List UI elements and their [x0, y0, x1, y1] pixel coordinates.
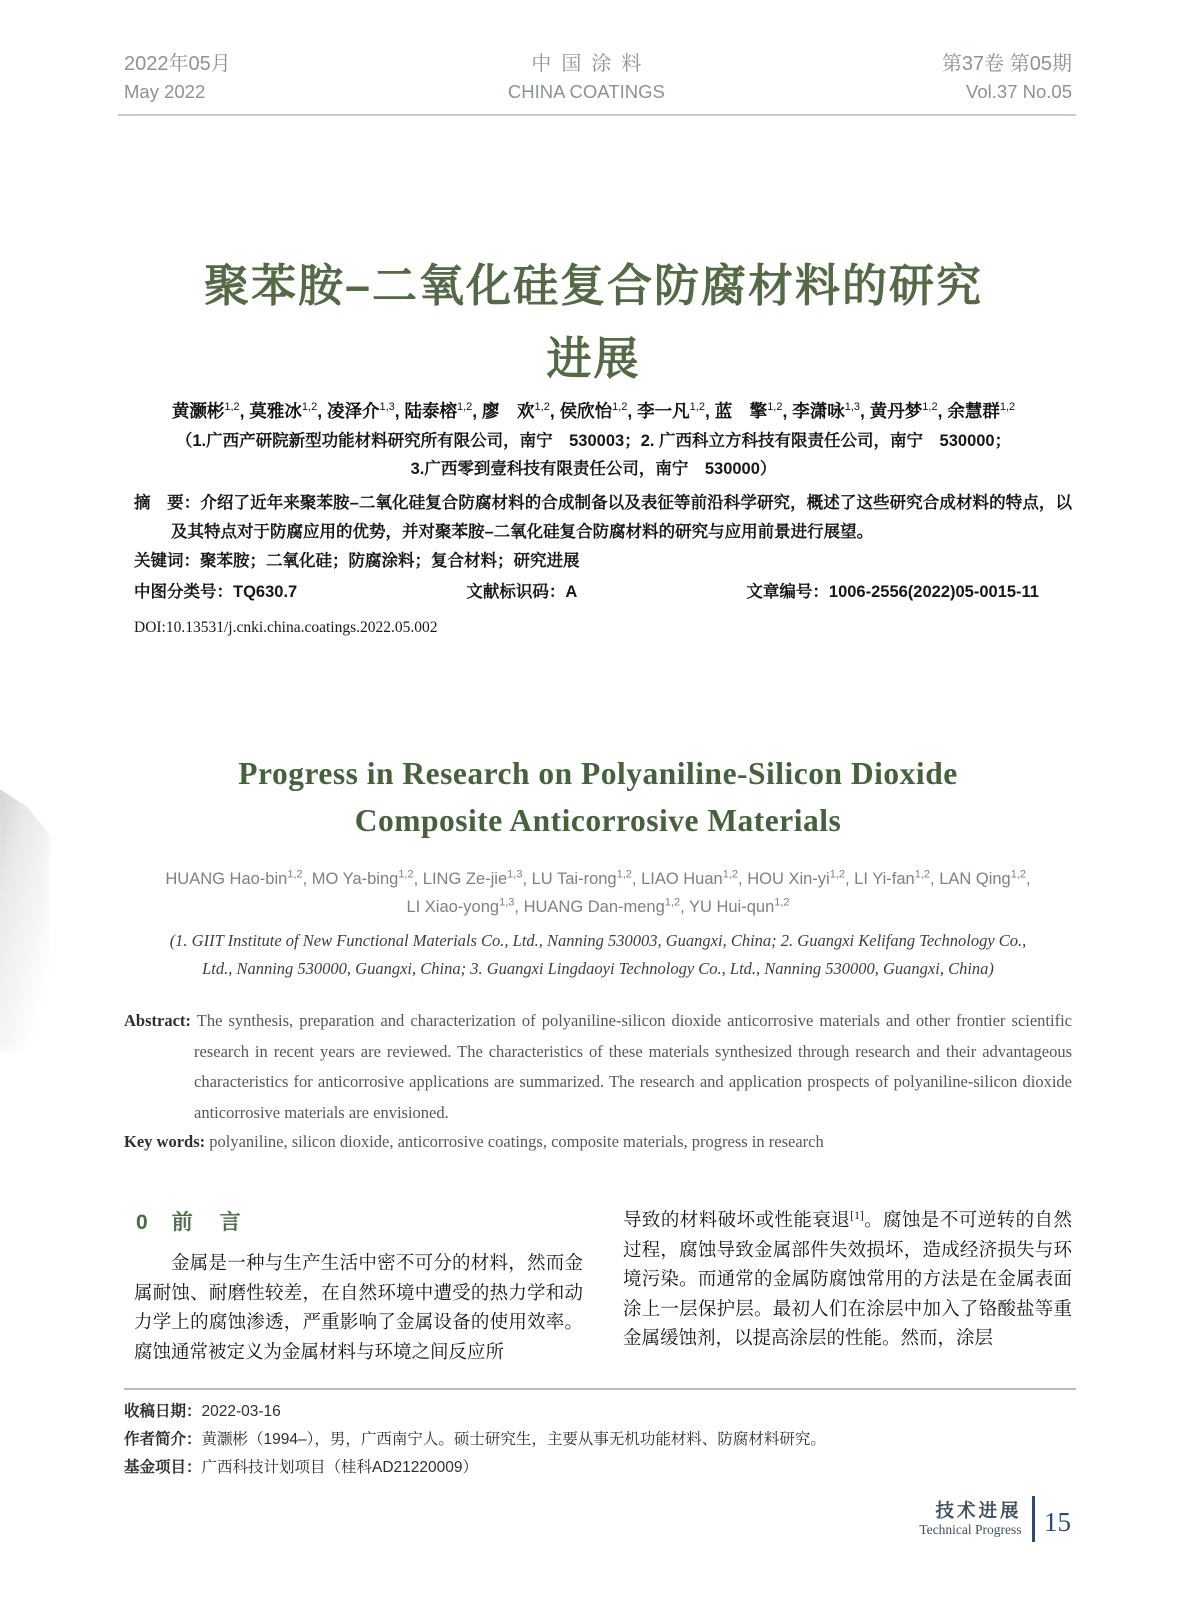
author-affiliation-superscript: 1,3: [507, 868, 523, 880]
article-body: [134, 1202, 1072, 1368]
section-number: 0: [136, 1211, 148, 1234]
author-affiliation-superscript: 1,2: [616, 868, 632, 880]
author-separator: ,: [394, 401, 400, 421]
keywords-cn-label: 关键词：: [134, 552, 200, 571]
author-name: 陆泰榕: [404, 401, 457, 421]
author-separator: ,: [738, 869, 748, 888]
author-separator: ,: [472, 401, 478, 421]
author-affiliation-superscript: 1,2: [457, 401, 473, 414]
author-separator: ,: [627, 401, 633, 421]
author-affiliation-superscript: 1,2: [398, 868, 414, 880]
paragraph-text: 。腐蚀是不可逆转的自然过程，腐蚀导致金属部件失效损坏，造成经济损失与环境污染。而通常的金属防腐蚀常用的方法是在金属表面涂上一层保护层。最初人们在涂层中加入了铬酸盐等重金属缓蚀剂，以提高涂层的性能。然而，涂层: [623, 1211, 1072, 1350]
author-affiliation-superscript: 1,2: [534, 401, 550, 414]
author-name: 莫雅冰: [249, 401, 302, 421]
author-name: MO Ya-bing: [311, 869, 399, 888]
author-name: 蓝 擎: [714, 401, 768, 421]
author-name: 侯欣怡: [559, 401, 613, 421]
journal-name-cn: 中国涂料: [531, 53, 652, 75]
page-header: [124, 50, 1072, 106]
keywords-en-text: polyaniline, silicon dioxide, anticorrosive coatings, composite materials, progress in research: [209, 1132, 824, 1152]
header-divider: [118, 114, 1076, 116]
affiliations-en: [124, 927, 1072, 985]
body-paragraph-left: 金属是一种与生产生活中密不可分的材料，然而金属耐蚀、耐磨性较差，在自然环境中遭受的热力学和动力学上的腐蚀渗透，严重影响了金属设备的使用效率。腐蚀通常被定义为金属材料与环境之间反应所: [134, 1254, 583, 1363]
author-affiliation-superscript: 1,2: [664, 896, 681, 909]
author-separator: ,: [937, 401, 943, 421]
keywords-cn-text: 聚苯胺；二氧化硅；防腐涂料；复合材料；研究进展: [200, 552, 580, 571]
footnote-label: 收稿日期：: [124, 1403, 202, 1420]
author-name: LI Xiao-yong: [406, 897, 500, 916]
volume-issue-en: Vol.37 No.05: [966, 81, 1072, 102]
author-affiliation-superscript: 1,3: [379, 401, 395, 414]
header-date-cn: 2022年05月: [124, 53, 231, 75]
document-code-value: A: [565, 583, 578, 602]
header-issue-date: [124, 50, 231, 106]
footer-category-badge: [919, 1496, 1071, 1542]
author-en: [641, 870, 747, 888]
affiliation-cn-line2: 3.广西零到壹科技有限责任公司，南宁 530000）: [410, 459, 777, 478]
footnote-line: [124, 1454, 1076, 1482]
author-separator: ,: [302, 869, 312, 888]
author-cn: [172, 401, 245, 421]
author-separator: ,: [930, 869, 940, 888]
author-separator: ,: [631, 869, 642, 888]
article-title-cn-line2: 进展: [546, 332, 641, 384]
abstract-cn-text: 介绍了近年来聚苯胺–二氧化硅复合防腐材料的合成制备以及表征等前沿科学研究，概述了这些研究合成材料的特点，以及其特点对于防腐应用的优势，并对聚苯胺–二氧化硅复合防腐材料的研究与应用前景进行展望。: [171, 494, 1072, 542]
footnote-text: 2022-03-16: [201, 1403, 281, 1420]
paragraph-text: 导致的材料破坏或性能衰退: [623, 1211, 851, 1232]
footnote-label: 作者简介：: [124, 1431, 202, 1449]
author-affiliation-superscript: 1,2: [774, 896, 790, 909]
document-code: [466, 578, 577, 607]
affiliations-cn: [0, 428, 1187, 483]
article-title-cn: [0, 250, 1187, 396]
section-heading-0: [136, 1206, 583, 1236]
author-affiliation-superscript: 1,2: [1010, 868, 1027, 880]
footer-category: [919, 1500, 1021, 1537]
footer-divider-bar: [1032, 1496, 1036, 1542]
author-separator: ,: [239, 401, 245, 421]
author-name: 李潇咏: [792, 401, 845, 421]
author-en: [165, 870, 311, 888]
author-cn: [715, 401, 788, 421]
author-separator: ,: [782, 401, 788, 421]
volume-issue-cn: 第37卷 第05期: [941, 53, 1072, 75]
author-cn: [870, 401, 943, 421]
author-name: 黄丹梦: [869, 401, 923, 421]
author-cn: [327, 401, 400, 421]
footnote-section: [124, 1388, 1076, 1483]
classification-row: [134, 578, 1039, 607]
author-affiliation-superscript: 1,2: [999, 401, 1016, 414]
author-cn: [947, 401, 1015, 421]
body-column-left: [134, 1202, 583, 1368]
doi: DOI:10.13531/j.cnki.china.coatings.2022.05.002: [134, 619, 438, 637]
author-separator: ,: [413, 869, 423, 888]
footnote-label: 基金项目：: [124, 1459, 202, 1477]
author-en: [423, 870, 532, 888]
journal-name-en: CHINA COATINGS: [507, 81, 665, 102]
clc-label: 中图分类号：: [134, 583, 233, 602]
scan-shadow-artifact: [0, 742, 50, 1052]
article-title-en-line2: Composite Anticorrosive Materials: [354, 803, 842, 839]
author-separator: ,: [704, 401, 710, 421]
author-en: [406, 898, 523, 916]
header-volume-issue: [942, 50, 1072, 106]
keywords-cn: [134, 547, 1072, 576]
author-name: HUANG Hao-bin: [165, 869, 288, 888]
author-affiliation-superscript: 1,2: [922, 401, 938, 414]
body-paragraph-right: [623, 1202, 1072, 1355]
author-affiliation-superscript: 1,2: [287, 868, 303, 880]
footnote-line: [124, 1398, 1076, 1426]
author-en: [532, 870, 641, 888]
author-name: LU Tai-rong: [531, 869, 617, 888]
clc-value: TQ630.7: [233, 583, 298, 602]
abstract-en: [124, 1006, 1072, 1128]
article-id-value: 1006-2556(2022)05-0015-11: [828, 583, 1039, 602]
author-separator: ,: [860, 401, 865, 421]
author-affiliation-superscript: 1,2: [722, 868, 739, 880]
author-affiliation-superscript: 1,2: [767, 401, 783, 414]
author-affiliation-superscript: 1,2: [224, 401, 240, 414]
english-section: [124, 750, 1072, 1152]
author-affiliation-superscript: 1,2: [689, 401, 705, 414]
citation-ref-1: [1]: [850, 1210, 864, 1222]
article-id: [746, 578, 1039, 607]
author-en: [312, 870, 423, 888]
author-name: 余慧群: [947, 401, 1000, 421]
author-name: 凌泽介: [326, 401, 380, 421]
footnote-line: [124, 1426, 1076, 1454]
author-affiliation-superscript: 1,2: [914, 868, 931, 880]
author-list-en: [124, 865, 1072, 921]
keywords-en: [124, 1132, 1072, 1152]
footer-category-en: Technical Progress: [919, 1521, 1022, 1537]
header-journal-name: [508, 50, 665, 106]
author-separator: ,: [317, 401, 323, 421]
author-name: LING Ze-jie: [422, 869, 508, 888]
affiliation-en-line1: (1. GIIT Institute of New Functional Materials Co., Ltd., Nanning 530003, Guangxi, China; 2. Guangxi Kelifang Technology Co.,: [169, 930, 1027, 950]
author-name: LAN Qing: [939, 869, 1011, 888]
author-en: [939, 870, 1030, 888]
author-name: 李一凡: [637, 401, 690, 421]
author-cn: [637, 401, 710, 421]
author-en: [524, 898, 689, 916]
footnote-text: 广西科技计划项目（桂科AD21220009）: [201, 1459, 479, 1477]
author-affiliation-superscript: 1,2: [829, 868, 845, 880]
article-title-en: [124, 750, 1072, 845]
author-affiliation-superscript: 1,3: [499, 896, 515, 909]
author-affiliation-superscript: 1,2: [612, 401, 628, 414]
abstract-en-text: The synthesis, preparation and characterization of polyaniline-silicon dioxide anticorrosive materials and other frontier scientific research in recent years are reviewed. The characteristics of these materials synthesized through research and their advantageous characteristics for anticorrosive applications are summarized. The research and application prospects of polyaniline-silicon dioxide anticorrosive materials are envisioned.: [194, 1011, 1073, 1122]
author-name: HOU Xin-yi: [747, 869, 830, 888]
abstract-meta-block: [134, 489, 1072, 641]
page-number: 15: [1044, 1506, 1071, 1537]
footer-category-cn: 技术进展: [935, 1500, 1022, 1522]
author-separator: ,: [845, 869, 855, 888]
affiliation-en-line2: Ltd., Nanning 530000, Guangxi, China; 3. Guangxi Lingdaoyi Technology Co., Ltd., Nanning 530000, Guangxi, China): [202, 959, 994, 979]
footnote-text: 黄灏彬（1994–），男，广西南宁人。硕士研究生，主要从事无机功能材料、防腐材料研究。: [201, 1431, 826, 1449]
author-en: [747, 870, 854, 888]
abstract-cn: [134, 489, 1072, 547]
author-name: 黄灏彬: [171, 401, 225, 421]
author-en: [689, 898, 790, 916]
article-title-en-line1: Progress in Research on Polyaniline-Silicon Dioxide: [238, 756, 958, 791]
author-affiliation-superscript: 1,2: [301, 401, 318, 414]
author-list-en-line2: [124, 893, 1072, 921]
author-cn: [482, 401, 555, 421]
author-en: [854, 870, 939, 888]
author-cn: [792, 401, 865, 421]
author-name: LI Yi-fan: [854, 869, 915, 888]
header-date-en: May 2022: [124, 81, 206, 102]
document-code-label: 文献标识码：: [466, 583, 566, 602]
body-column-right: [623, 1202, 1072, 1368]
author-separator: ,: [522, 869, 532, 888]
author-separator: ,: [680, 897, 689, 916]
author-cn: [405, 401, 478, 421]
author-name: YU Hui-qun: [688, 897, 775, 916]
author-cn: [560, 401, 633, 421]
author-separator: ,: [514, 897, 524, 916]
author-affiliation-superscript: 1,3: [844, 401, 861, 414]
affiliation-cn-line1: （1.广西产研院新型功能材料研究所有限公司，南宁 530003；2. 广西科立方科技有限责任公司，南宁 530000；: [175, 432, 1012, 450]
author-cn: [249, 401, 322, 421]
author-name: HUANG Dan-meng: [523, 897, 665, 916]
keywords-en-label: Key words:: [124, 1132, 206, 1152]
author-list-cn: [0, 398, 1187, 423]
author-list-en-line1: [124, 865, 1072, 893]
author-separator: ,: [1026, 869, 1031, 888]
author-separator: ,: [549, 401, 555, 421]
abstract-cn-label: 摘 要：: [134, 494, 201, 512]
clc-number: [134, 578, 297, 607]
abstract-en-label: Abstract:: [124, 1011, 191, 1031]
author-name: LIAO Huan: [641, 869, 723, 888]
author-name: 廖 欢: [482, 401, 535, 421]
section-title: 前言: [171, 1211, 268, 1234]
article-id-label: 文章编号：: [746, 583, 829, 602]
article-title-cn-line1: 聚苯胺–二氧化硅复合防腐材料的研究: [203, 260, 984, 311]
